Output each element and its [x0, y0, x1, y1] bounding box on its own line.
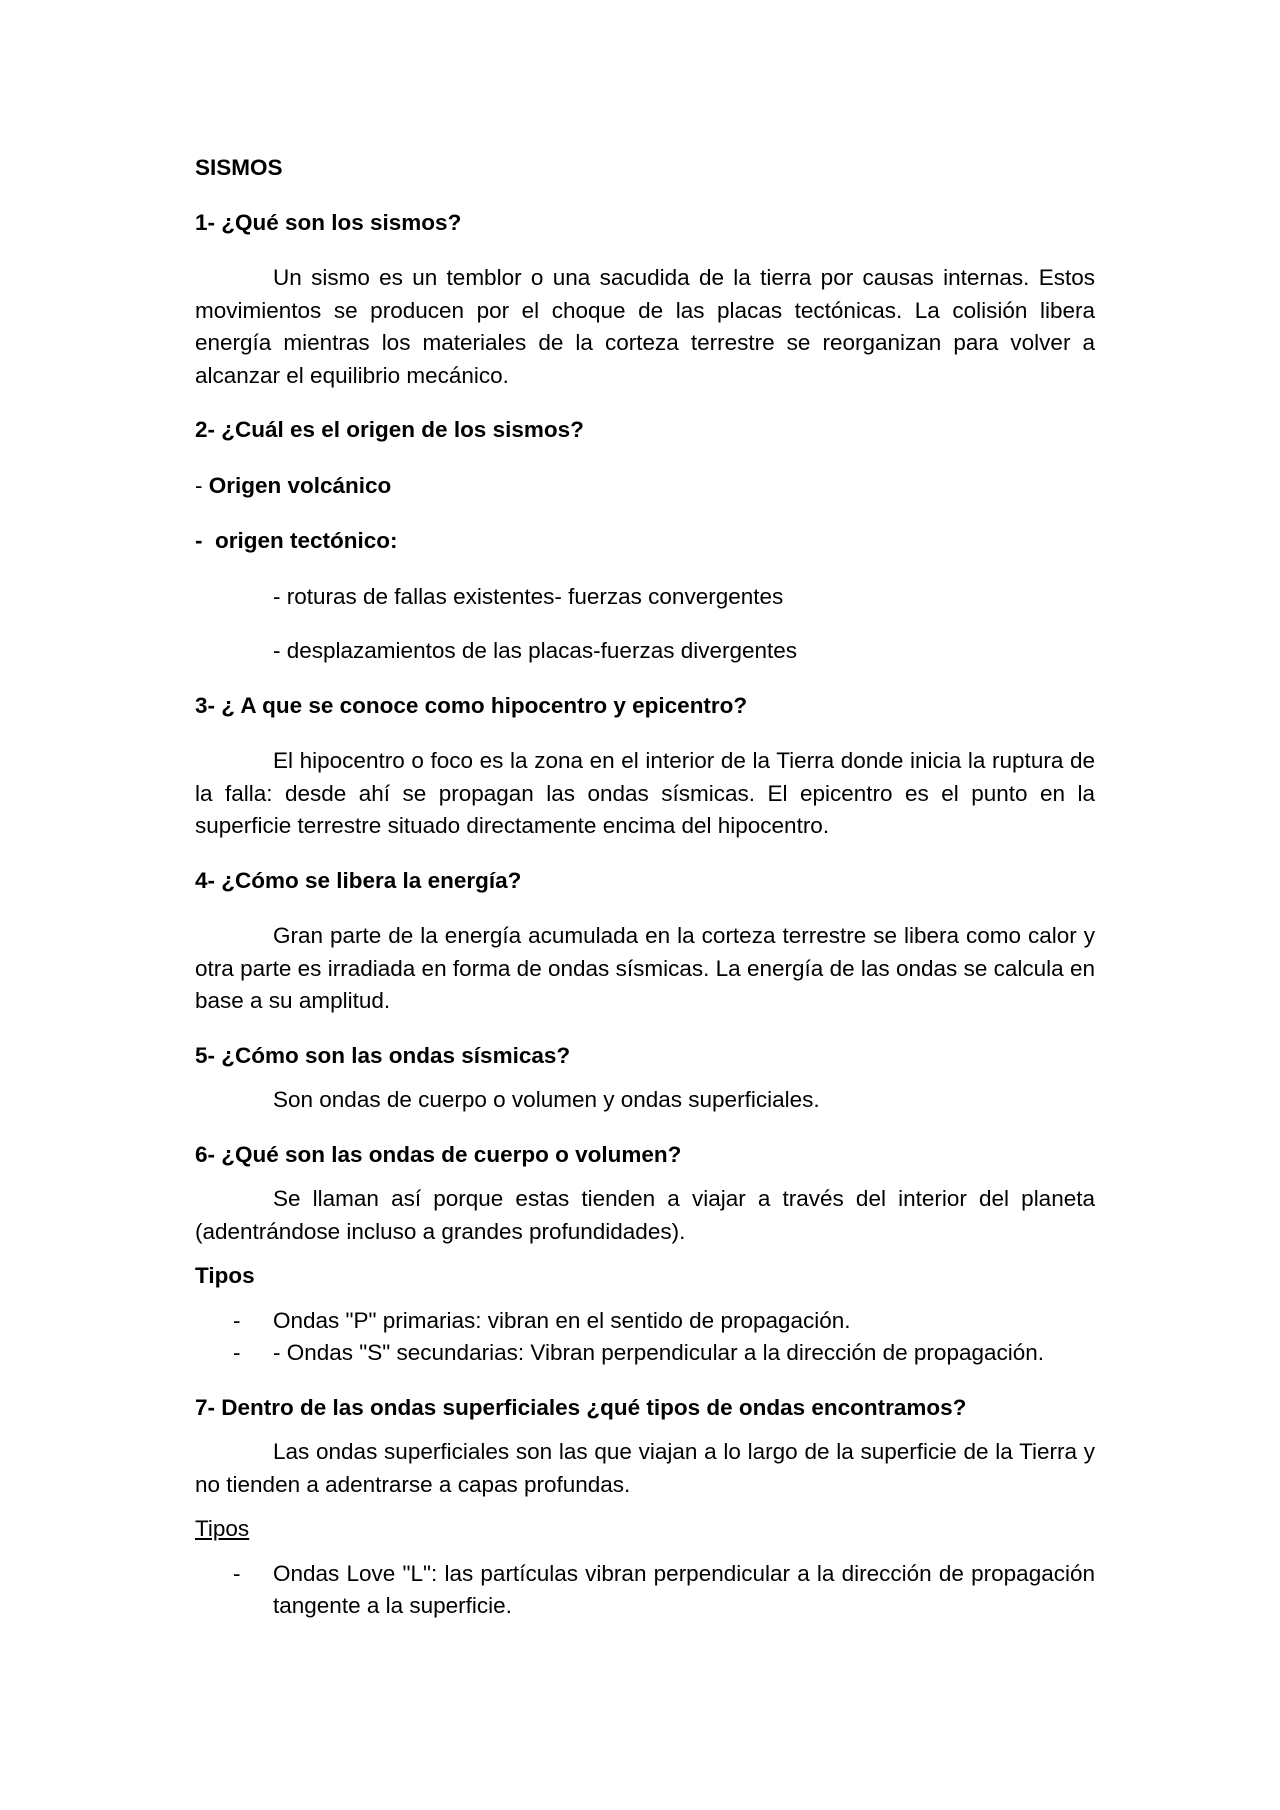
surface-wave-types-list [195, 1558, 1095, 1623]
answer-5: Son ondas de cuerpo o volumen y ondas superficiales. [273, 1087, 820, 1112]
body-wave-types-list [195, 1305, 1095, 1370]
question-6: 6- ¿Qué son las ondas de cuerpo o volumen? [195, 1141, 682, 1167]
origin-tectonic-prefix: - [195, 528, 215, 553]
question-5: 5- ¿Cómo son las ondas sísmicas? [195, 1042, 571, 1068]
answer-6: Se llaman así porque estas tienden a viajar a través del interior del planeta (adentrándose incluso a grandes profundidades). [195, 1186, 1095, 1244]
question-2: 2- ¿Cuál es el origen de los sismos? [195, 417, 584, 442]
origin-tectonic-line [195, 525, 1095, 558]
origin-volcanic-prefix: - [195, 472, 209, 498]
list-item [195, 1558, 1095, 1623]
question-1: 1- ¿Qué son los sismos? [195, 209, 462, 235]
question-7: 7- Dentro de las ondas superficiales ¿qué tipos de ondas encontramos? [195, 1394, 967, 1420]
list-item-text: - Ondas "S" secundarias: Vibran perpendicular a la dirección de propagación. [273, 1340, 1045, 1365]
list-item [195, 1337, 1095, 1370]
list-item [195, 1305, 1095, 1338]
answer-3: El hipocentro o foco es la zona en el interior de la Tierra donde inicia la ruptura de la falla: desde ahí se propagan las ondas sísmicas. El epicentro es el punto en la superficie terrestre situado directamente encima del hipocentro. [195, 748, 1095, 838]
list-item-text: Ondas Love "L": las partículas vibran perpendicular a la dirección de propagación tangente a la superficie. [273, 1560, 1095, 1618]
list-dash: - [233, 1307, 241, 1333]
origin-volcanic: Origen volcánico [208, 472, 392, 498]
document-title: SISMOS [195, 155, 283, 180]
tectonic-item: - desplazamientos de las placas-fuerzas divergentes [273, 638, 798, 663]
question-3: 3- ¿ A que se conoce como hipocentro y epicentro? [195, 692, 748, 718]
tectonic-item: - roturas de fallas existentes- fuerzas convergentes [273, 583, 784, 609]
answer-7: Las ondas superficiales son las que viajan a lo largo de la superficie de la Tierra y no tienden a adentrarse a capas profundas. [195, 1439, 1095, 1497]
answer-4: Gran parte de la energía acumulada en la corteza terrestre se libera como calor y otra parte es irradiada en forma de ondas sísmicas. La energía de las ondas se calcula en base a su amplitud. [195, 923, 1095, 1013]
origin-tectonic: origen tectónico: [215, 528, 398, 553]
list-dash: - [233, 1560, 241, 1586]
list-dash: - [233, 1340, 241, 1365]
question-4: 4- ¿Cómo se libera la energía? [195, 867, 522, 893]
types-label-body-waves: Tipos [195, 1263, 255, 1288]
origin-volcanic-line [195, 470, 1095, 503]
answer-1: Un sismo es un temblor o una sacudida de la tierra por causas internas. Estos movimientos se producen por el choque de las placas tectónicas. La colisión libera energía mientras los materiales de la corteza terrestre se reorganizan para volver a alcanzar el equilibrio mecánico. [195, 265, 1095, 388]
list-item-text: Ondas "P" primarias: vibran en el sentido de propagación. [273, 1307, 851, 1333]
document-body [195, 152, 1095, 1645]
types-label-surface-waves: Tipos [195, 1516, 250, 1541]
